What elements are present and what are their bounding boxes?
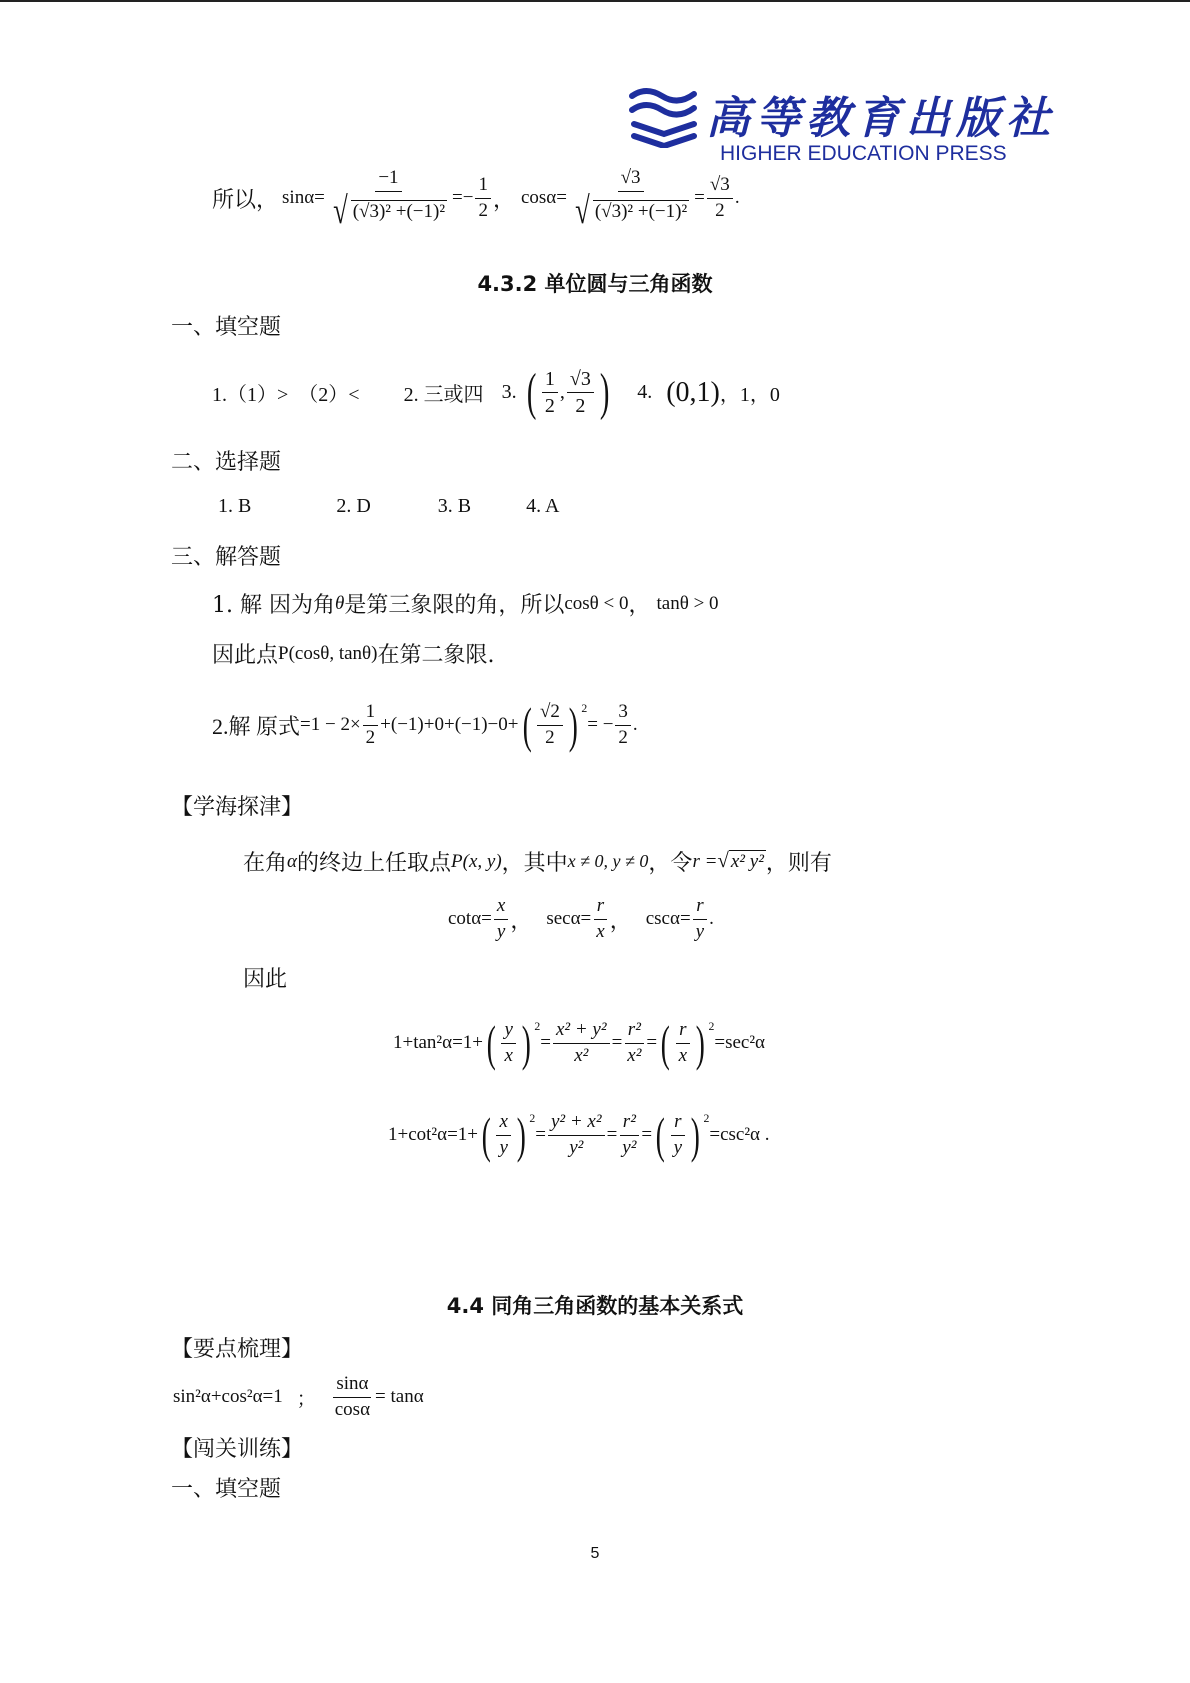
root3-half-fraction	[707, 175, 733, 222]
page-number: 5	[590, 1545, 600, 1562]
half-den: 2	[478, 199, 488, 221]
answer-2: 2. 三或四	[403, 384, 484, 406]
identity-tan: 1+tan²α=1+ ( $\frac{y}{x}$ ) $^2$ = $\frac{\text{x² + y²}}{\text{x²}}$ = $\frac{\text{r²}}{\text{x²}}$ = ( $\frac{r}{x}$ ) $^2$ =sec²α	[393, 1015, 766, 1071]
eq: =	[694, 187, 705, 209]
answer-3-x: $\frac{1}{2}$	[542, 368, 558, 417]
top-border-line	[0, 0, 1190, 2]
tan-theta-condition: tanθ > 0	[656, 592, 719, 614]
publisher-name-en: HIGHER EDUCATION PRESS	[720, 142, 1007, 165]
choice-3: 3. B	[437, 495, 472, 517]
point-P: P(cosθ, tanθ)	[278, 642, 378, 664]
therefore-text: 因此	[243, 967, 288, 992]
sin-lhs: sinα=	[282, 187, 325, 209]
sin-fraction	[327, 167, 450, 232]
so-text: 所以，	[212, 186, 279, 212]
cos-fraction	[569, 167, 692, 232]
xuehai-line-1: 在角 α 的终边上任取点 P(x, y) ，其中 x ≠ 0, y ≠ 0 ，令 r = √ x² y² ，则有	[243, 848, 832, 876]
half-num: 1	[475, 175, 491, 199]
answer-4-label: 4.	[637, 381, 653, 403]
practice-heading: 【闯关训练】	[171, 1437, 304, 1462]
sin-denominator: (√3)² +(−1)²	[352, 200, 446, 222]
root3-den: 2	[715, 199, 725, 221]
cos-lhs: cosα=	[520, 187, 567, 209]
basic-identities: sin²α+cos²α=1 ； $\frac{\sin\alpha}{\cos\alpha}$ = tanα	[173, 1373, 424, 1420]
answer-3-label: 3.	[501, 381, 517, 403]
solve-heading: 三、解答题	[171, 545, 282, 570]
radical-sign-icon: √	[717, 848, 729, 873]
cos-numerator: √3	[618, 168, 644, 192]
solution-1-line-1: 1. 解 因为角 θ 是第三象限的角，所以 cosθ < 0 ， tanθ > 0	[212, 592, 719, 618]
eq-neg: =−	[452, 187, 474, 209]
quotient-fraction: $\frac{\sin\alpha}{\cos\alpha}$	[334, 1373, 371, 1420]
sin-numerator: −1	[375, 168, 401, 192]
radical-sign-icon: √	[332, 189, 348, 232]
choice-answers	[218, 495, 559, 518]
xuehai-heading: 【学海探津】	[171, 795, 304, 820]
radical-sign-icon: √	[575, 189, 590, 232]
root3-num: √3	[707, 175, 733, 199]
pythagorean-identity: sin²α+cos²α=1	[173, 1386, 283, 1408]
publisher-logo	[628, 80, 1056, 170]
choice-1: 1. B	[218, 495, 252, 517]
fill-blank-heading-4-4: 一、填空题	[171, 1477, 282, 1502]
quotient-rhs: = tanα	[375, 1386, 424, 1408]
answer-3-y: $\frac{√3}{2}$	[567, 368, 594, 417]
answer-1: 1.（1）> （2）<	[212, 384, 360, 406]
period: .	[734, 187, 740, 209]
reciprocal-definitions: cotα= $\frac{x}{y}$ ， secα= $\frac{r}{x}$ ， cscα= $\frac{r}{y}$ .	[448, 895, 714, 942]
conclusion-line	[212, 167, 740, 232]
publisher-name-cn: 高等教育出版社	[706, 93, 1056, 144]
cos-denominator: (√3)² +(−1)²	[594, 200, 688, 222]
section-title-4-3-2: 4.3.2 单位圆与三角函数	[477, 272, 713, 296]
answer-4-interval: (0,1)	[666, 376, 720, 408]
fill-blank-answers: 1.（1）> （2）< 2. 三或四 3. ( $\frac{1}{2}$ , $\frac{√3}{2}$ ) 4. (0,1) ，1，0	[212, 363, 780, 421]
cos-theta-condition: cosθ < 0	[564, 592, 629, 614]
section-title-4-4: 4.4 同角三角函数的基本关系式	[446, 1294, 744, 1318]
half-fraction	[475, 175, 491, 222]
choice-heading: 二、选择题	[171, 450, 282, 475]
solution-2: 2.解 原式 =1 − 2× $\frac{1}{2}$ +(−1)+0+(−1)−0+ ( $\frac{√2}{2}$ ) $^2$ = − $\frac{3}{2}$ .	[212, 697, 638, 753]
publisher-emblem-icon	[628, 84, 700, 148]
identity-cot: 1+cot²α=1+ ( $\frac{x}{y}$ ) $^2$ = $\frac{\text{y² + x²}}{\text{y²}}$ = $\frac{\text{r²}}{\text{y²}}$ = ( $\frac{r}{y}$ ) $^2$ =csc²α .	[388, 1107, 770, 1163]
choice-2: 2. D	[336, 495, 371, 517]
fill-blank-heading: 一、填空题	[171, 315, 282, 340]
choice-4: 4. A	[526, 495, 560, 517]
key-points-heading: 【要点梳理】	[171, 1337, 304, 1362]
solution-1-line-2: 因此点 P(cosθ, tanθ) 在第二象限.	[212, 642, 495, 668]
comma: ，	[492, 186, 515, 212]
answer-4-rest: ，1，0	[719, 384, 780, 406]
